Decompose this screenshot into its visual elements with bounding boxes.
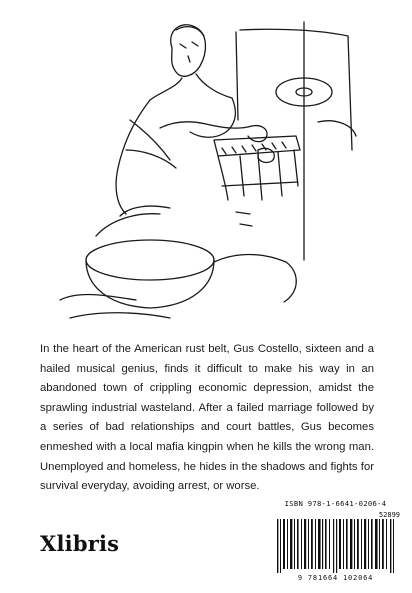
barcode-addon: 52899 [378,511,400,519]
publisher-logo: Xlibris [40,531,120,556]
barcode-bars [275,519,399,573]
isbn-label: ISBN 978-1-6641-0206-4 [284,499,387,508]
back-cover-blurb: In the heart of the American rust belt, Gus Costello, sixteen and a hailed musical genius, finds it difficult to make his way in an abandoned town of crippling economic depression, amidst the sprawling industrial wasteland. After a failed marriage followed by a series of bad relationships and court battles, Gus becomes enmeshed with a local mafia kingpin when he kills the wrong man. Unemployed and homeless, he hides in the shadows and fights for survival everyday, avoiding arrest, or worse. [40,343,374,493]
barcode-digits: 9 781664 102064 [297,574,374,582]
isbn-barcode [269,497,402,584]
